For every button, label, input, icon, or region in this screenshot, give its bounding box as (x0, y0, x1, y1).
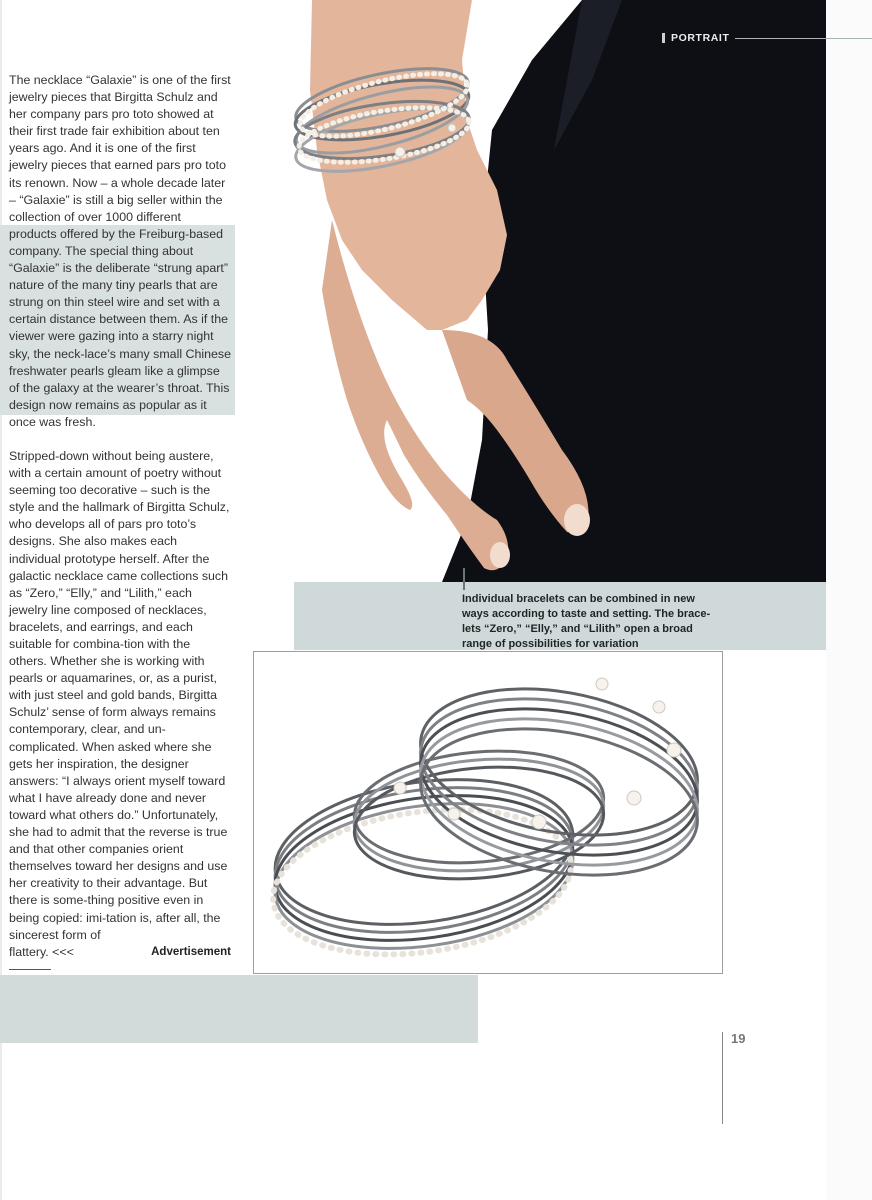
scan-edge-right (826, 0, 872, 1200)
article-end-line (9, 944, 231, 961)
article-last-line: flattery. <<< (9, 944, 74, 959)
page-number: 19 (731, 1031, 746, 1046)
advertisement-label: Advertisement (151, 945, 231, 958)
article-text-column (9, 72, 231, 997)
article-paragraph-2 (9, 448, 231, 961)
bottom-band (0, 975, 478, 1043)
caption-marker (463, 568, 465, 590)
section-marker (662, 33, 665, 43)
page-number-rule (722, 1032, 723, 1124)
section-rule (735, 38, 872, 39)
bracelets-photo (253, 651, 723, 974)
article-paragraph-2-body: Stripped-down without being austere, with a certain amount of poetry without seeming too decorative – such is the style and the hallmark of Birgitta Schulz, who develops all of pars pro toto’s designs. She also makes each individual prototype herself. After the galactic necklace came collections such as “Zero,” “Elly,” and “Lilith,” each jewelry line composed of necklaces, bracelets, and earrings, and each suitable for combina-tion with the others. Whether she is working with pearls or aquamarines, or, as a purist, with just steel and gold bands, Birgitta Schulz’ sense of form always remains contemporary, clear, and un-complicated. When asked where she gets her inspiration, the designer answers: “I always orient myself toward what I have already done and never toward what others do.” Unfortunately, she had to admit that the reverse is true and that other companies orient themselves toward her designs and use her creativity to their advantage. But there is some-thing positive even in being copied: imi-tation is, after all, the sincerest form of (9, 448, 230, 942)
section-label: PORTRAIT (671, 32, 730, 44)
hand-bracelet-photo (292, 0, 826, 582)
divider-short (9, 969, 51, 970)
photo-caption: Individual bracelets can be combined in new ways according to taste and setting. The brace-lets “Zero,” “Elly,” and “Lilith” open a broad range of possibilities for variation (462, 593, 711, 650)
section-header (662, 30, 872, 46)
article-paragraph-1: The necklace “Galaxie” is one of the first jewelry pieces that Birgitta Schulz and her company pars pro toto showed at their first trade fair exhibition about ten years ago. And it is one of the first jewelry pieces that earned pars pro toto its renown. Now – a whole decade later – “Galaxie” is still a big seller within the collection of over 1000 different products offered by the Freiburg-based company. The special thing about “Galaxie” is the deliberate “strung apart” nature of the many tiny pearls that are strung on thin steel wire and set with a certain distance between them. As if the viewer were gazing into a starry night sky, the neck-lace’s many small Chinese freshwater pearls gleam like a glimpse of the galaxy at the wearer’s throat. This design now remains as popular as it once was fresh. (9, 73, 231, 429)
